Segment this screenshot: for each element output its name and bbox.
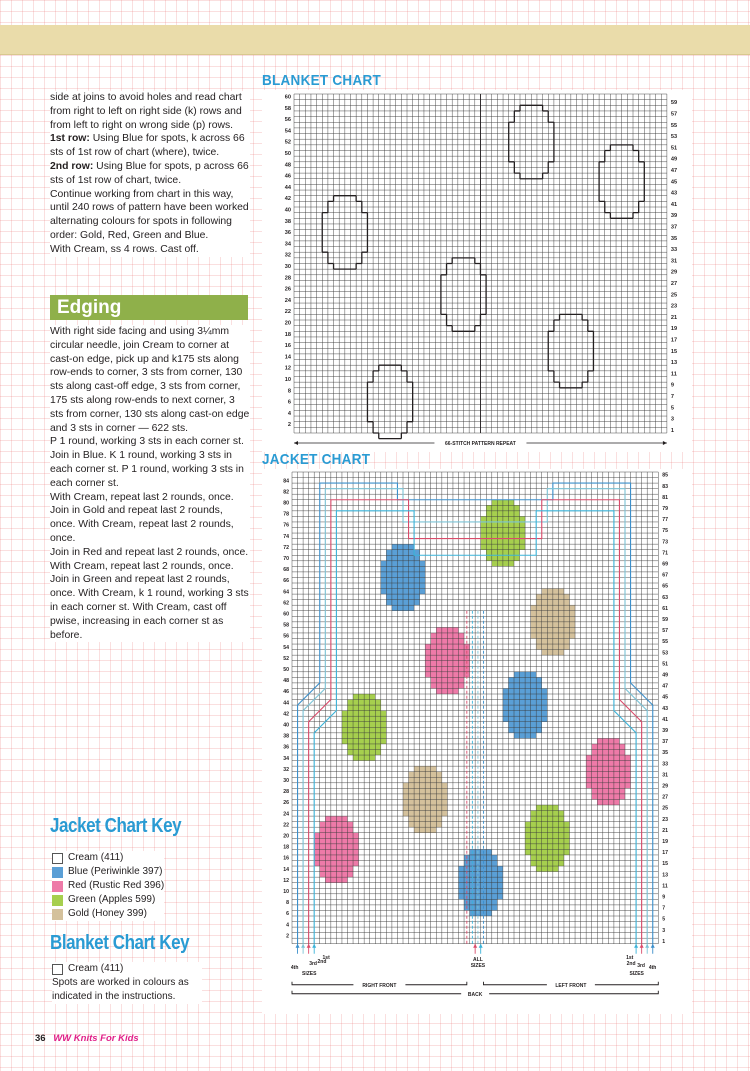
intro-paragraph: side at joins to avoid holes and read chart from right to left on right side (k) rows and from left to right on wrong side (p) rows. — [50, 92, 242, 131]
size-label-sizes: SIZES — [301, 970, 317, 977]
row-number-left: 16 — [284, 343, 291, 350]
row-number-right: 29 — [670, 269, 678, 276]
row-number-right: 61 — [662, 605, 669, 612]
row-number-left: 56 — [284, 117, 291, 124]
row-number-left: 34 — [283, 755, 289, 762]
row-number-right: 1 — [662, 938, 666, 945]
jacket-key-list — [52, 851, 164, 921]
row-number-right: 45 — [670, 179, 678, 186]
row-number-left: 8 — [286, 900, 289, 907]
size-label-first: 1st — [322, 954, 330, 961]
row-number-left: 60 — [283, 611, 289, 618]
left-front-label: LEFT FRONT — [555, 982, 587, 989]
gold-swatch — [52, 909, 63, 920]
size-label-sizes: SIZES — [629, 970, 644, 977]
row-number-left: 36 — [284, 230, 291, 237]
row-number-right: 59 — [670, 100, 678, 107]
row-number-right: 5 — [662, 916, 666, 923]
row-number-right: 7 — [662, 905, 666, 912]
key-label: Cream (411) — [68, 963, 124, 974]
row-number-left: 2 — [287, 422, 291, 429]
row-number-left: 42 — [283, 711, 289, 718]
size-label-second: 2nd — [317, 958, 327, 965]
row-number-right: 21 — [670, 314, 678, 321]
repeat-label: 66-STITCH PATTERN REPEAT — [445, 441, 516, 447]
row-number-left: 58 — [284, 105, 291, 112]
row-number-left: 22 — [284, 309, 291, 316]
row-number-left: 12 — [283, 877, 289, 884]
row-number-right: 27 — [662, 794, 669, 801]
row-number-left: 28 — [283, 789, 289, 796]
size-arrow-head — [301, 944, 305, 948]
row-number-right: 17 — [670, 337, 678, 344]
key-label: Red (Rustic Red 396) — [68, 880, 165, 891]
row-number-left: 10 — [284, 377, 291, 384]
row-number-left: 12 — [284, 365, 291, 372]
row-number-left: 54 — [283, 644, 289, 651]
row-number-right: 13 — [662, 872, 669, 879]
row-number-left: 52 — [284, 139, 291, 146]
key-item-red — [52, 879, 164, 893]
size-arrow-head — [640, 944, 644, 948]
row-number-right: 25 — [662, 805, 669, 812]
row-number-left: 32 — [283, 766, 289, 773]
size-label-second: 2nd — [626, 960, 636, 967]
row-number-left: 10 — [283, 888, 289, 895]
row-number-right: 9 — [670, 382, 675, 389]
size-label-third: 3rd — [637, 962, 645, 969]
row-number-right: 33 — [662, 761, 669, 768]
row-number-right: 65 — [662, 583, 669, 590]
row-number-right: 11 — [670, 371, 677, 378]
row-number-right: 35 — [662, 750, 669, 757]
edging-paragraph: Join in Gold and repeat last 2 rounds, once. With Cream, repeat last 2 rounds, once. — [50, 505, 234, 544]
row-number-left: 80 — [283, 500, 289, 507]
row-number-left: 30 — [284, 264, 291, 271]
row-number-left: 28 — [284, 275, 291, 282]
row-number-left: 60 — [284, 94, 291, 101]
row-number-right: 73 — [662, 539, 669, 546]
row-number-left: 34 — [284, 241, 291, 248]
red-swatch — [52, 881, 63, 892]
edging-paragraph: P 1 round, working 3 sts in each corner st. — [50, 436, 244, 448]
edging-heading: Edging — [50, 295, 248, 320]
row-number-left: 52 — [283, 655, 289, 662]
edging-paragraph: Join in Green and repeat last 2 rounds, once. With Cream, k 1 round, working 3 sts in each corner st. With Cream, cast off pwise, increasing in each corner st as before. — [50, 574, 249, 641]
row-number-left: 20 — [283, 833, 289, 840]
magazine-name: WW Knits For Kids — [53, 1033, 139, 1044]
row-number-right: 75 — [662, 528, 669, 535]
row-number-left: 18 — [283, 844, 289, 851]
size-arrow-head — [479, 944, 483, 948]
row-number-right: 29 — [662, 783, 669, 790]
page-number: 36 — [35, 1033, 46, 1044]
row-number-right: 39 — [670, 213, 678, 220]
row-number-left: 36 — [283, 744, 289, 751]
row-number-left: 38 — [283, 733, 289, 740]
row-number-left: 20 — [284, 320, 291, 327]
row-number-right: 47 — [670, 167, 678, 174]
blue-swatch — [52, 867, 63, 878]
row-number-left: 24 — [283, 811, 289, 818]
row-number-left: 38 — [284, 218, 291, 225]
row-number-right: 53 — [670, 134, 678, 141]
row-number-right: 31 — [670, 258, 678, 265]
row-number-left: 72 — [283, 544, 289, 551]
row-number-left: 44 — [284, 184, 291, 191]
pattern-text — [50, 91, 250, 257]
row-number-left: 22 — [283, 822, 289, 829]
row-number-left: 48 — [284, 162, 291, 169]
size-label-third: 3rd — [309, 960, 317, 967]
finish-paragraph: With Cream, ss 4 rows. Cast off. — [50, 243, 199, 255]
row-number-right: 49 — [670, 156, 678, 163]
row-number-right: 81 — [662, 494, 669, 501]
row-number-left: 64 — [283, 589, 289, 596]
size-arrow-head — [651, 944, 655, 948]
row-number-left: 58 — [283, 622, 289, 629]
row-number-right: 57 — [670, 111, 678, 118]
row-number-right: 19 — [670, 326, 678, 333]
row-number-left: 44 — [283, 700, 289, 707]
row-number-right: 9 — [662, 894, 666, 901]
row-number-right: 83 — [662, 483, 669, 490]
edging-paragraph: Join in Blue. K 1 round, working 3 sts in each corner st. P 1 round, working 3 sts in each corner st. — [50, 450, 244, 489]
size-arrow-head — [645, 944, 649, 948]
row-number-left: 4 — [286, 922, 289, 929]
key-item-cream — [52, 962, 202, 976]
row-number-left: 18 — [284, 331, 291, 338]
row-number-left: 4 — [287, 410, 291, 417]
row-number-left: 50 — [283, 666, 289, 673]
row-number-right: 15 — [670, 348, 678, 355]
key-label: Cream (411) — [68, 852, 124, 863]
continue-paragraph: Continue working from chart in this way, until 240 rows of pattern have been worked alternating colours for spots in following order: Gold, Red, Green and Blue. — [50, 188, 249, 241]
row-number-right: 37 — [662, 739, 669, 746]
size-label-fourth: 4th — [290, 964, 299, 971]
row-number-right: 59 — [662, 617, 669, 624]
edging-paragraph: With Cream, repeat last 2 rounds, once. — [50, 491, 234, 503]
row-number-left: 50 — [284, 151, 291, 158]
cream-swatch — [52, 964, 63, 975]
row-number-left: 32 — [284, 252, 291, 259]
edging-text — [50, 325, 250, 642]
row-number-right: 13 — [670, 360, 678, 367]
size-arrow-head — [473, 944, 477, 948]
row-number-left: 48 — [283, 678, 289, 685]
row-number-right: 85 — [662, 472, 669, 479]
top-banner — [0, 25, 750, 55]
row-number-right: 17 — [662, 850, 669, 857]
row-number-right: 71 — [662, 550, 669, 557]
row-number-left: 6 — [287, 399, 291, 406]
row-number-right: 41 — [662, 716, 669, 723]
blanket-key-note: Spots are worked in colours as indicated in the instructions. — [52, 977, 189, 1002]
right-front-label: RIGHT FRONT — [362, 982, 397, 989]
blanket-key-list — [52, 962, 202, 1004]
key-item-blue — [52, 865, 164, 879]
row-number-right: 41 — [670, 201, 678, 208]
key-label: Gold (Honey 399) — [68, 908, 147, 919]
row-number-left: 84 — [283, 478, 289, 485]
row-number-left: 54 — [284, 128, 291, 135]
row-number-right: 63 — [662, 594, 669, 601]
row2-paragraph — [50, 160, 250, 188]
row-number-right: 21 — [662, 827, 669, 834]
key-item-green — [52, 893, 164, 907]
page-footer — [35, 1033, 139, 1044]
edging-paragraph: With right side facing and using 3¼mm circular needle, join Cream to corner at cast-on edge, pick up and k175 sts along row-ends to corner, 3 sts from corner, 130 sts along cast-off edge, 3 sts from corner, 175 sts along row-ends to next corner, 3 sts from corner, 130 sts along cast-on edge and 3 sts in corner — 622 sts. — [50, 326, 250, 434]
row-number-right: 55 — [662, 639, 669, 646]
row-number-left: 76 — [283, 522, 289, 529]
row-number-left: 8 — [287, 388, 291, 395]
row-number-right: 3 — [670, 416, 675, 423]
row-number-right: 23 — [662, 816, 669, 823]
row-number-left: 30 — [283, 777, 289, 784]
row2-text: Using Blue for spots, p across 66 sts of 1st row of chart, twice. — [50, 160, 249, 186]
size-label-sizes: SIZES — [470, 962, 486, 969]
size-arrow-head — [634, 944, 638, 948]
row-number-right: 55 — [670, 122, 678, 129]
row-number-right: 11 — [662, 883, 668, 890]
row-number-left: 40 — [283, 722, 289, 729]
row-number-right: 15 — [662, 861, 669, 868]
row-number-left: 2 — [286, 933, 289, 940]
blanket-key-title: Blanket Chart Key — [50, 932, 190, 954]
row-number-left: 6 — [286, 911, 289, 918]
row-number-right: 35 — [670, 235, 678, 242]
key-item-cream — [52, 851, 164, 865]
edging-paragraph: With Cream, repeat last 2 rounds, once. — [50, 560, 234, 572]
size-label-fourth: 4th — [648, 964, 657, 971]
row-number-right: 53 — [662, 650, 669, 657]
row-number-right: 25 — [670, 292, 678, 299]
row-number-right: 79 — [662, 506, 669, 513]
edging-paragraph: Join in Red and repeat last 2 rounds, once. — [50, 546, 249, 558]
size-arrow-head — [312, 944, 316, 948]
row-number-right: 27 — [670, 280, 678, 287]
row-number-left: 78 — [283, 511, 289, 518]
row-number-right: 7 — [670, 393, 675, 400]
row-number-left: 26 — [284, 286, 291, 293]
row-number-left: 40 — [284, 207, 291, 214]
row-number-right: 1 — [670, 427, 675, 434]
row-number-right: 31 — [662, 772, 669, 779]
key-label: Blue (Periwinkle 397) — [68, 866, 163, 877]
row-number-right: 5 — [670, 405, 675, 412]
back-label: BACK — [467, 991, 483, 998]
row-number-left: 74 — [283, 533, 289, 540]
row-number-right: 51 — [670, 145, 678, 152]
row-number-left: 42 — [284, 196, 291, 203]
cream-swatch — [52, 853, 63, 864]
row-number-right: 77 — [662, 517, 669, 524]
row-number-right: 49 — [662, 672, 669, 679]
size-arrow-head — [296, 944, 300, 948]
row-number-left: 16 — [283, 855, 289, 862]
row-number-right: 39 — [662, 728, 669, 735]
key-label: Green (Apples 599) — [68, 894, 156, 905]
row-number-right: 45 — [662, 694, 669, 701]
row-number-right: 57 — [662, 628, 669, 635]
green-swatch — [52, 895, 63, 906]
row-number-right: 33 — [670, 247, 678, 254]
size-arrow-head — [307, 944, 311, 948]
row1-text: Using Blue for spots, k across 66 sts of 1st row of chart (where), twice. — [50, 133, 245, 159]
row-number-left: 46 — [283, 689, 289, 696]
row-number-right: 47 — [662, 683, 669, 690]
row-number-left: 62 — [283, 600, 289, 607]
row-number-left: 24 — [284, 297, 291, 304]
row-number-left: 14 — [284, 354, 291, 361]
jacket-key-title: Jacket Chart Key — [50, 815, 182, 837]
jacket-chart-title: JACKET CHART — [262, 451, 371, 468]
row2-label: 2nd row: — [50, 160, 94, 172]
row-number-left: 66 — [283, 578, 289, 585]
row-number-left: 14 — [283, 866, 289, 873]
row-number-left: 68 — [283, 567, 289, 574]
row-number-right: 37 — [670, 224, 678, 231]
row-number-left: 26 — [283, 800, 289, 807]
jacket-chart — [262, 469, 692, 1014]
row-number-right: 43 — [670, 190, 678, 197]
row-number-right: 67 — [662, 572, 669, 579]
row-number-right: 51 — [662, 661, 669, 668]
row1-paragraph — [50, 132, 250, 160]
row-number-left: 82 — [283, 489, 289, 496]
size-label-all: ALL — [473, 956, 483, 963]
blanket-chart-title: BLANKET CHART — [262, 72, 382, 89]
row-number-right: 19 — [662, 839, 669, 846]
key-item-gold — [52, 907, 164, 921]
row-number-right: 3 — [662, 927, 666, 934]
row-number-right: 43 — [662, 705, 669, 712]
blanket-chart — [262, 90, 692, 452]
size-label-first: 1st — [626, 954, 634, 961]
row-number-right: 69 — [662, 561, 669, 568]
row-number-left: 46 — [284, 173, 291, 180]
row-number-left: 70 — [283, 555, 289, 562]
row-number-right: 23 — [670, 303, 678, 310]
row-number-left: 56 — [283, 633, 289, 640]
row1-label: 1st row: — [50, 133, 90, 145]
